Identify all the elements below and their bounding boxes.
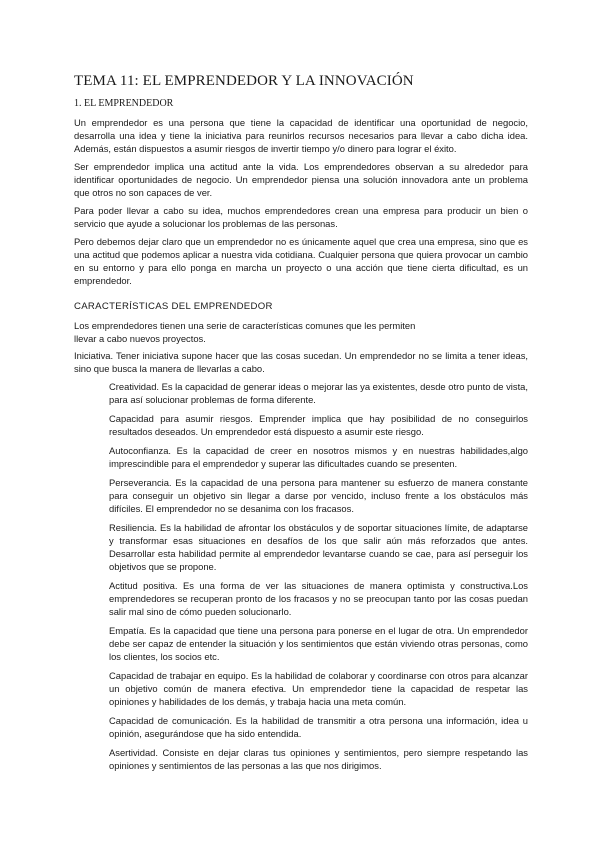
section-heading-emprendedor: 1. EL EMPRENDEDOR: [74, 98, 174, 109]
list-item: Asertividad. Consiste en dejar claras tus opiniones y sentimientos, pero siempre respetando las opiniones y sentimientos de las personas a las que nos dirigimos.: [109, 747, 528, 771]
list-item: Autoconfianza. Es la capacidad de creer en nosotros mismos y en nuestras habilidades,algo imprescindible para el emprendedor y superar las dificultades cuando se presenten.: [109, 445, 528, 469]
list-item: Capacidad de comunicación. Es la habilidad de transmitir a otra persona una información, idea u opinión, asegurándose que ha sido entendida.: [109, 715, 528, 739]
paragraph: Ser emprendedor implica una actitud ante la vida. Los emprendedores observan a su alrededor para identificar oportunidades de negocio. Un emprendedor piensa una solución innovadora ante un problema que otros no son capaces de ver.: [74, 161, 528, 198]
list-item: Empatía. Es la capacidad que tiene una persona para ponerse en el lugar de otra. Un emprendedor debe ser capaz de entender la situación y los sentimientos que están viviendo otras personas, como los clientes, los socios etc.: [109, 625, 528, 662]
list-item: Capacidad para asumir riesgos. Emprender implica que hay posibilidad de no conseguirlos resultados deseados. Un emprendedor está dispuesto a asumir este riesgo.: [109, 413, 528, 437]
list-item: Creatividad. Es la capacidad de generar ideas o mejorar las ya existentes, desde otro punto de vista, para así solucionar problemas de forma diferente.: [109, 381, 528, 405]
intro-line-2: llevar a cabo nuevos proyectos.: [74, 333, 206, 344]
list-item: Resiliencia. Es la habilidad de afrontar los obstáculos y de soportar situaciones límite, de adaptarse y transformar esas situaciones en desafíos de los que salir aún más reforzados que antes. Desarrollar esta habilidad permite al emprendedor levantarse cuando se cae, para así perseguir los objetivos que se propone.: [109, 522, 528, 572]
paragraph: Un emprendedor es una persona que tiene la capacidad de identificar una oportunidad de negocio, desarrolla una idea y tiene la iniciativa para reunirlos recursos necesarios para llevar a cabo dicha idea. Además, están dispuestos a asumir riesgos de invertir tiempo y/o dinero para lograr el éxito.: [74, 117, 528, 154]
initiative-paragraph: Iniciativa. Tener iniciativa supone hacer que las cosas sucedan. Un emprendedor no se limita a tener ideas, sino que busca la manera de llevarlas a cabo.: [74, 350, 528, 374]
characteristics-list: [109, 380, 528, 772]
paragraph: Pero debemos dejar claro que un emprendedor no es únicamente aquel que crea una empresa, sino que es una actitud que podemos aplicar a nuestra vida cotidiana. Cualquier persona que quiera provocar un cambio en su entorno y para ello ponga en marcha un proyecto o una acción que tiene cierta dificultad, es un emprendedor.: [74, 236, 528, 286]
section-heading-caracteristicas: CARACTERÍSTICAS DEL EMPRENDEDOR: [74, 301, 273, 312]
list-item: Capacidad de trabajar en equipo. Es la habilidad de colaborar y coordinarse con otros para alcanzar un objetivo común de manera efectiva. Un emprendedor tiene la capacidad de respetar las opiniones y habilidades de los demás, y trabaja hacia una meta común.: [109, 670, 528, 707]
list-item: Actitud positiva. Es una forma de ver las situaciones de manera optimista y constructiva.Los emprendedores se recuperan pronto de los fracasos y no se preocupan tanto por las cosas puedan salir mal sino de cómo pueden solucionarlo.: [109, 580, 528, 617]
paragraph: Para poder llevar a cabo su idea, muchos emprendedores crean una empresa para producir un bien o servicio que ayude a solucionar los problemas de las personas.: [74, 205, 528, 229]
intro-line-1: Los emprendedores tienen una serie de características comunes que les permiten: [74, 320, 416, 331]
list-item: Perseverancia. Es la capacidad de una persona para mantener su esfuerzo de manera constante para conseguir un objetivo sin llegar a darse por vencido, incluso frente a los obstáculos más difíciles. El emprendedor no se desanima con los fracasos.: [109, 477, 528, 514]
page-title: TEMA 11: EL EMPRENDEDOR Y LA INNOVACIÓN: [74, 73, 414, 89]
intro-text: [74, 319, 528, 345]
document-content: [74, 72, 528, 778]
